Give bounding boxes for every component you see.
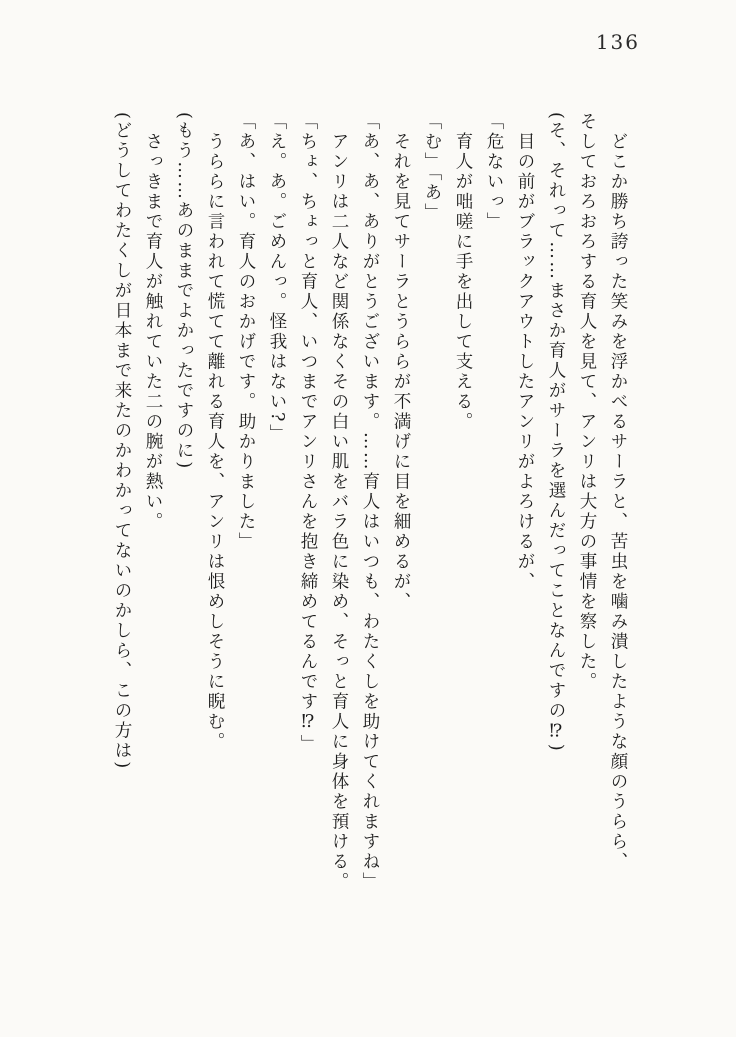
- vertical-text-block: [106, 112, 633, 928]
- text-line: アンリは二人など関係なくその白い肌をバラ色に染め、そっと育人に身体を預ける。: [329, 132, 349, 892]
- text-line: 育人が咄嗟に手を出して支える。: [453, 132, 473, 432]
- text-line: さっきまで育人が触れていた二の腕が熱い。: [143, 132, 163, 532]
- text-line: どこか勝ち誇った笑みを浮かべるサーラと、苦虫を噛み潰したような顔のうらら、: [608, 132, 628, 872]
- text-line: (もう……あのままでよかったですのに): [174, 112, 194, 471]
- text-line: うららに言われて慌てて離れる育人を、アンリは恨めしそうに睨む。: [205, 132, 225, 752]
- text-line: 「あ、あ、ありがとうございます。……育人はいつも、わたくしを助けてくれますね」: [360, 112, 380, 892]
- text-line: 「む」「あ」: [422, 112, 442, 224]
- text-line: 「あ、はい。育人のおかげです。助かりました」: [236, 112, 256, 552]
- text-line: そしておろおろする育人を見て、アンリは大方の事情を察した。: [577, 112, 597, 692]
- text-line: 「ちょ、ちょっと育人、いつまでアンリさんを抱き締めてるんです⁉」: [298, 112, 318, 755]
- text-line: 「危ないっ」: [484, 112, 504, 232]
- page-number: 136: [595, 30, 640, 54]
- text-line: 「え。あ。ごめんっ。怪我はない?」: [267, 112, 287, 444]
- text-line: 目の前がブラックアウトしたアンリがよろけるが、: [515, 132, 535, 592]
- text-line: (どうしてわたくしが日本まで来たのかわかってないのかしら、この方は): [112, 112, 132, 771]
- text-line: (そ、それって……まさか育人がサーラを選んだってことなんですの⁉): [546, 112, 566, 754]
- text-line: それを見てサーラとうららが不満げに目を細めるが、: [391, 132, 411, 612]
